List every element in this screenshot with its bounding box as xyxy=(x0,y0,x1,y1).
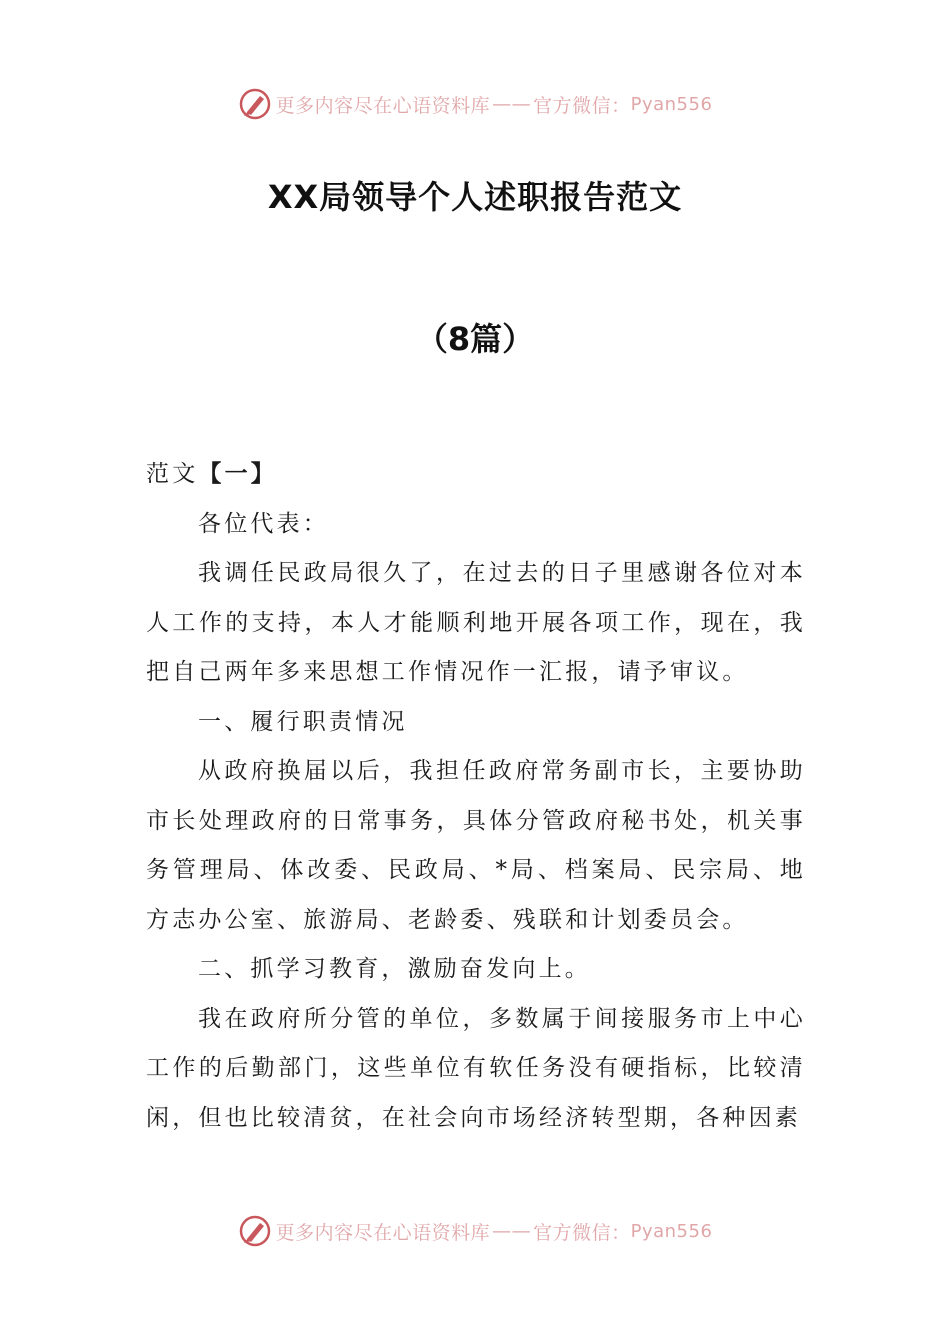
paragraph-duties: 从政府换届以后，我担任政府常务副市长，主要协助市长处理政府的日常事务，具体分管政府秘书处，机关事务管理局、体改委、民政局、*局、档案局、民宗局、地方志办公室、旅游局、老龄委、残联和计划委员会。 xyxy=(146,758,806,933)
watermark-suffix: 官方微信： xyxy=(533,1221,631,1244)
watermark-text: 更多内容尽在心语资料库 xyxy=(275,94,491,117)
section-prefix: 范文 xyxy=(146,461,199,487)
document-body xyxy=(146,450,806,1143)
paragraph-heading-study: 二、抓学习教育，激励奋发向上。 xyxy=(198,956,591,982)
paragraph-study: 我在政府所分管的单位，多数属于间接服务市上中心工作的后勤部门，这些单位有软任务没有硬指标，比较清闲，但也比较清贫，在社会向市场经济转型期，各种因素 xyxy=(146,1005,806,1131)
watermark-text: 更多内容尽在心语资料库 xyxy=(275,1221,491,1244)
watermark-suffix: 官方微信： xyxy=(533,94,631,117)
pen-circle-logo-icon xyxy=(238,87,272,121)
paragraph-heading-duties: 一、履行职责情况 xyxy=(198,708,408,735)
watermark-wechat-id: Pyan556 xyxy=(630,1220,713,1242)
footer-watermark xyxy=(0,1211,950,1251)
paragraph-intro: 我调任民政局很久了，在过去的日子里感谢各位对本人工作的支持，本人才能顺利地开展各项工作，现在，我把自己两年多来思想工作情况作一汇报，请予审议。 xyxy=(146,560,806,685)
section-heading xyxy=(146,450,806,500)
watermark-separator: —— xyxy=(492,1220,532,1242)
watermark-wechat-id: Pyan556 xyxy=(630,93,713,115)
header-watermark xyxy=(0,84,950,124)
pen-circle-logo-icon xyxy=(238,1214,272,1248)
document-title: XX局领导个人述职报告范文 xyxy=(267,178,683,216)
watermark-separator: —— xyxy=(492,93,532,115)
section-number: 【一】 xyxy=(198,461,278,487)
paragraph-salutation: 各位代表： xyxy=(198,510,329,537)
document-subtitle: （8篇） xyxy=(415,320,535,358)
